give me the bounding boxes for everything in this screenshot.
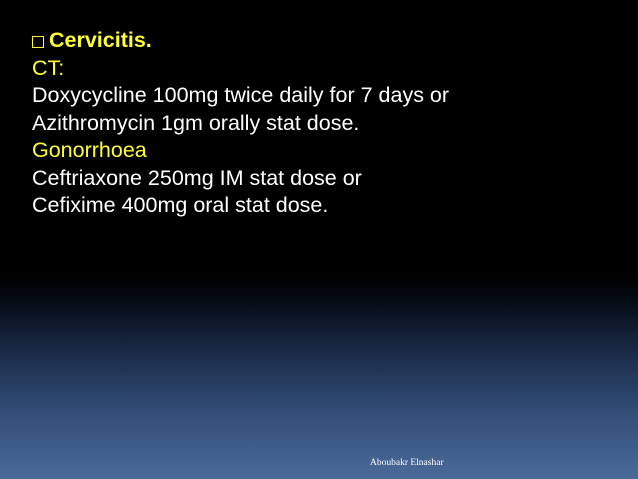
heading-text: Cervicitis.: [49, 28, 152, 52]
azithromycin-line: Azithromycin 1gm orally stat dose.: [32, 110, 360, 135]
ceftriaxone-line: Ceftriaxone 250mg IM stat dose or: [32, 165, 362, 190]
checkbox-bullet-icon: [32, 36, 44, 48]
doxycycline-line: Doxycycline 100mg twice daily for 7 days or: [32, 83, 450, 107]
ct-label: CT:: [32, 55, 65, 80]
slide-content: [32, 27, 622, 220]
cefixime-line: Cefixime 400mg oral stat dose.: [32, 193, 329, 217]
gonorrhoea-label: Gonorrhoea: [32, 138, 147, 162]
slide-footer: Aboubakr Elnashar: [370, 458, 444, 468]
slide-heading: [32, 27, 622, 55]
